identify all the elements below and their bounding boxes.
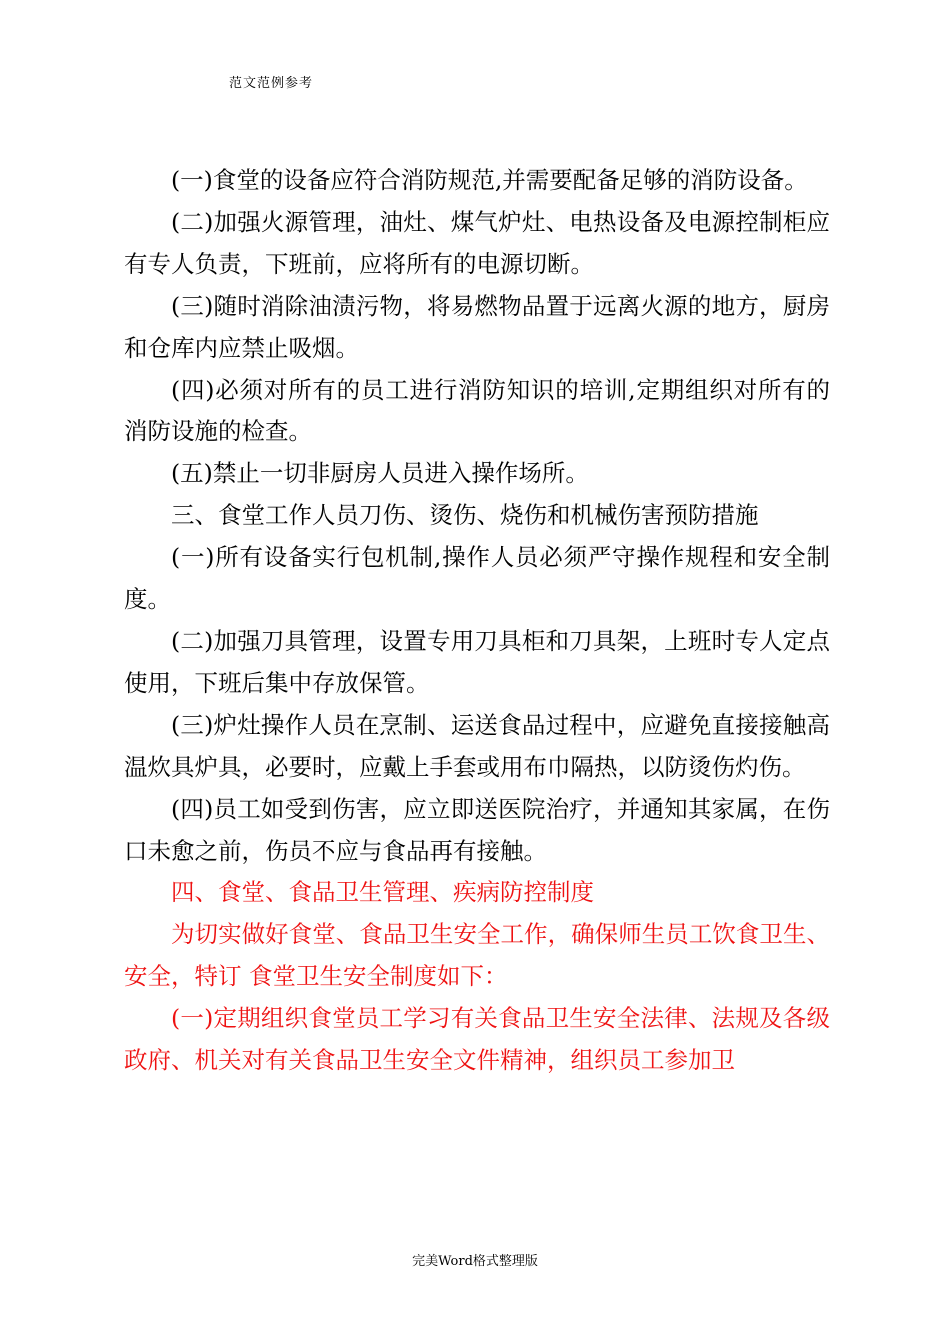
paragraph-hygiene-intro: 为切实做好食堂、食品卫生安全工作，确保师生员工饮食卫生、安全，特订 食堂卫生安全制度如下： — [124, 920, 830, 991]
section-heading-food-hygiene: 四、食堂、食品卫生管理、疾病防控制度 — [171, 878, 594, 907]
paragraph-fire-source-management: (二)加强火源管理，油灶、煤气炉灶、电热设备及电源控制柜应有专人负责，下班前，应将所有的电源切断。 — [124, 207, 830, 278]
paragraph-knife-management: (二)加强刀具管理，设置专用刀具柜和刀具架，上班时专人定点使用，下班后集中存放保管。 — [124, 626, 830, 697]
paragraph-equipment-responsibility: (一)所有设备实行包机制,操作人员必须严守操作规程和安全制度。 — [124, 543, 830, 614]
page-header: 范文范例参考 — [229, 76, 314, 91]
section-heading-injury-prevention: 三、食堂工作人员刀伤、烫伤、烧伤和机械伤害预防措施 — [171, 501, 759, 530]
paragraph-fire-training: (四)必须对所有的员工进行消防知识的培训,定期组织对所有的消防设施的检查。 — [124, 375, 830, 446]
page-footer: 完美Word格式整理版 — [412, 1254, 538, 1269]
paragraph-remove-grease: (三)随时消除油渍污物，将易燃物品置于远离火源的地方，厨房和仓库内应禁止吸烟。 — [124, 291, 830, 362]
paragraph-hygiene-training: (一)定期组织食堂员工学习有关食品卫生安全法律、法规及各级政府、机关对有关食品卫生安全文件精神，组织员工参加卫 — [124, 1004, 830, 1075]
paragraph-no-entry: (五)禁止一切非厨房人员进入操作场所。 — [171, 459, 589, 488]
paragraph-burn-prevention: (三)炉灶操作人员在烹制、运送食品过程中，应避免直接接触高温炊具炉具，必要时，应戴上手套或用布巾隔热，以防烫伤灼伤。 — [124, 710, 830, 781]
document-body — [124, 160, 830, 1082]
paragraph-injury-treatment: (四)员工如受到伤害，应立即送医院治疗，并通知其家属，在伤口未愈之前，伤员不应与食品再有接触。 — [124, 794, 830, 865]
paragraph-fire-equipment: (一)食堂的设备应符合消防规范,并需要配备足够的消防设备。 — [171, 166, 808, 194]
